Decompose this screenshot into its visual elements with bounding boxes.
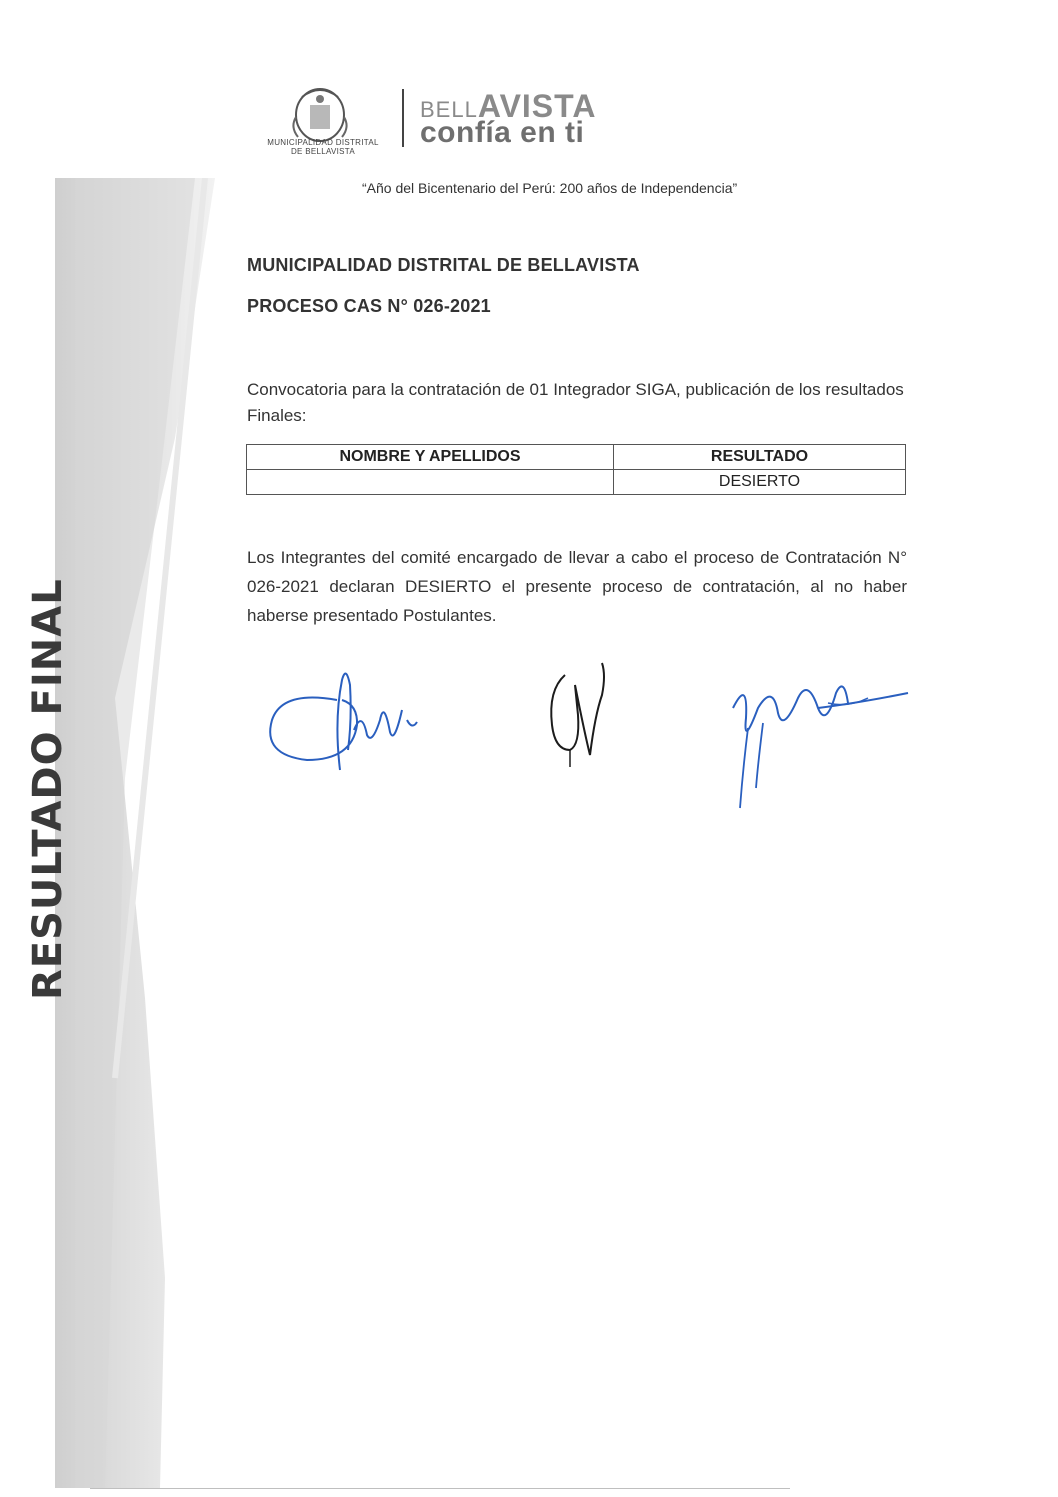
brand-prefix: BELL bbox=[420, 97, 478, 122]
process-title: PROCESO CAS N° 026-2021 bbox=[247, 296, 491, 316]
results-table bbox=[246, 444, 906, 495]
signature-1 bbox=[262, 660, 432, 780]
intro-paragraph: Convocatoria para la contratación de 01 Integrador SIGA, publicación de los resultados Finales: bbox=[247, 380, 904, 425]
scan-artifact-line bbox=[90, 1488, 790, 1489]
year-motto: “Año del Bicentenario del Perú: 200 años de Independencia” bbox=[362, 180, 738, 196]
header-name-column: NOMBRE Y APELLIDOS bbox=[247, 445, 614, 470]
signature-3 bbox=[718, 668, 918, 813]
logo-caption bbox=[258, 138, 388, 156]
table-row bbox=[247, 470, 906, 495]
signature-2 bbox=[540, 655, 620, 775]
organization-title: MUNICIPALIDAD DISTRITAL DE BELLAVISTA bbox=[247, 255, 640, 275]
brand-suffix: AVISTA bbox=[477, 88, 597, 124]
header-result-column: RESULTADO bbox=[614, 445, 906, 470]
cell-name bbox=[247, 470, 614, 495]
cell-result: DESIERTO bbox=[614, 470, 906, 495]
side-decorative-band bbox=[55, 178, 215, 1488]
declaration-paragraph: Los Integrantes del comité encargado de llevar a cabo el proceso de Contratación N° 026-2021 declaran DESIERTO el presente proceso de contratación, al no haber haberse presentado Postulantes. bbox=[247, 548, 907, 625]
logo-caption-line1: MUNICIPALIDAD DISTRITAL bbox=[267, 138, 379, 147]
table-header-row bbox=[247, 445, 906, 470]
brand-tagline: confía en ti bbox=[420, 116, 585, 149]
logo-caption-line2: DE BELLAVISTA bbox=[290, 147, 356, 156]
sidebar-result-label: RESULTADO FINAL bbox=[25, 578, 71, 1000]
